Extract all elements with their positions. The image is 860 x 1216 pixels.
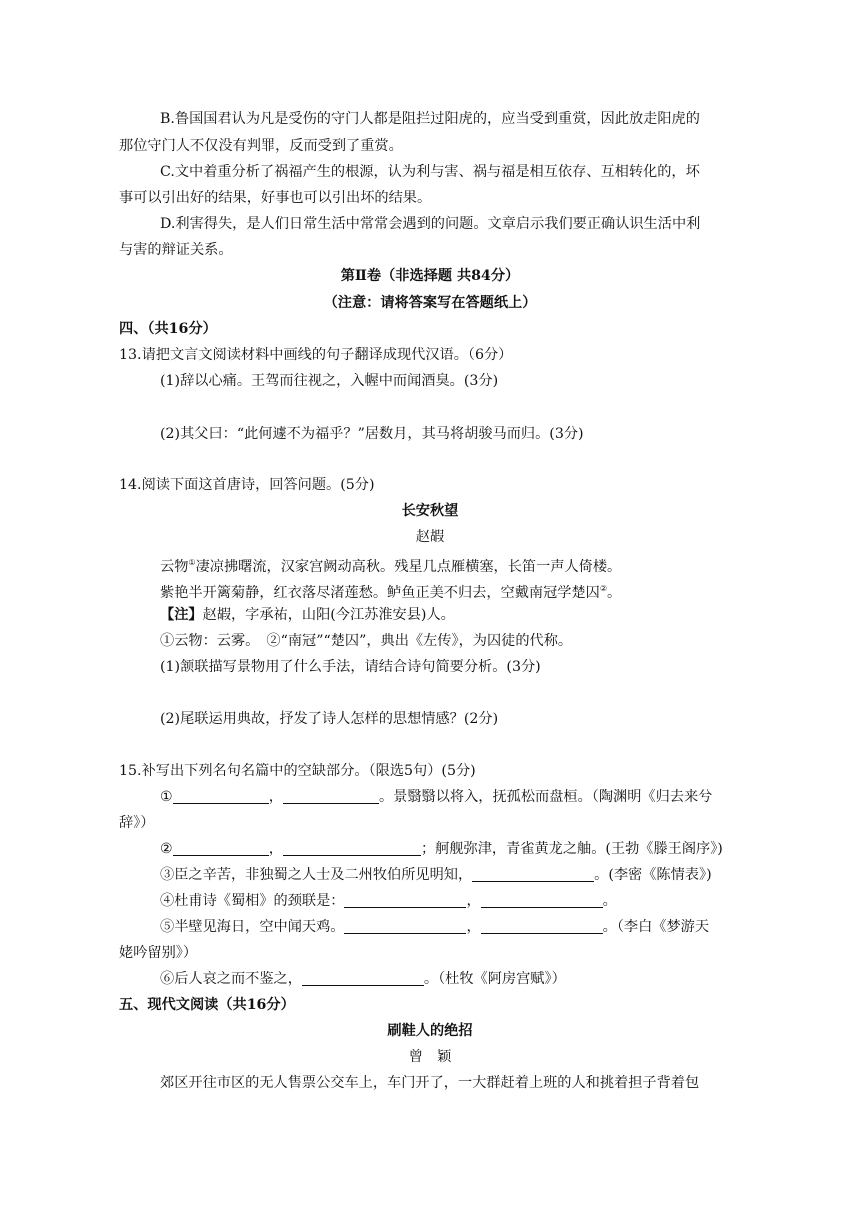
q13-stem: 13.请把文言文阅读材料中画线的句子翻译成现代汉语。（6分）: [119, 347, 513, 363]
option-b-line2: 那位守门人不仅没有判罪，反而受到了重赏。: [119, 138, 403, 154]
answer-blank[interactable]: [344, 919, 466, 934]
footnote-mark-1: ①: [188, 558, 196, 567]
answer-blank[interactable]: [283, 841, 421, 856]
article-author: 曾 颖: [408, 1049, 452, 1065]
q15-item-3: ③臣之辛苦，非独蜀之人士及二州牧伯所见明知， 。(李密《陈情表》): [160, 867, 712, 883]
q15-item-6: ⑥后人哀之而不鉴之， 。（杜牧《阿房宫赋》）: [160, 971, 566, 987]
answer-blank[interactable]: [302, 971, 424, 986]
q15-item-1-cont: 辞》）: [119, 815, 155, 831]
q15-stem: 15.补写出下列名句名篇中的空缺部分。（限选5句）(5分): [119, 763, 476, 779]
poem-note: 【注】赵嘏，字承祐，山阳(今江苏淮安县)人。: [160, 607, 455, 623]
article-title: 刷鞋人的绝招: [387, 1023, 473, 1039]
option-b-line1: B.鲁国国君认为凡是受伤的守门人都是阻拦过阳虎的，应当受到重赏，因此放走阳虎的: [160, 111, 700, 127]
poem-footnotes: ①云物：云雾。 ②“南冠”“楚囚”，典出《左传》，为囚徒的代称。: [160, 633, 573, 649]
answer-blank[interactable]: [173, 789, 269, 804]
answer-blank[interactable]: [283, 789, 379, 804]
poem-line-2: 紫艳半开篱菊静，红衣落尽渚莲愁。鲈鱼正美不归去，空戴南冠学楚囚②。: [160, 584, 622, 601]
option-c-line1: C.文中着重分析了祸福产生的根源，认为利与害、祸与福是相互依存、互相转化的，坏: [160, 164, 700, 180]
q15-item-1: ① ， 。景翳翳以将入，抚孤松而盘桓。（陶渊明《归去来兮: [160, 789, 713, 805]
q14-sub2: (2)尾联运用典故，抒发了诗人怎样的思想情感？(2分): [160, 711, 499, 727]
answer-blank[interactable]: [481, 919, 603, 934]
answer-blank[interactable]: [481, 893, 603, 908]
q15-item-5-cont: 姥吟留别》）: [119, 945, 198, 961]
q15-item-5: ⑤半壁见海日，空中闻天鸡。 ， 。（李白《梦游天: [160, 919, 710, 935]
volume-note: （注意：请将答案写在答题纸上）: [323, 295, 537, 311]
q13-sub2: (2)其父曰：“此何遽不为福乎？”居数月，其马将胡骏马而归。(3分): [160, 426, 584, 442]
section-5-heading: 五、现代文阅读（共16分）: [119, 997, 295, 1013]
answer-blank[interactable]: [173, 841, 269, 856]
answer-blank[interactable]: [344, 893, 466, 908]
volume-title: 第Ⅱ卷（非选择题 共84分）: [340, 268, 520, 284]
q14-sub1: (1)颔联描写景物用了什么手法，请结合诗句简要分析。(3分): [160, 659, 541, 675]
option-d-line2: 与害的辩证关系。: [119, 242, 233, 258]
answer-blank[interactable]: [472, 867, 594, 882]
article-first-line: 郊区开往市区的无人售票公交车上，车门开了，一大群赶着上班的人和挑着担子背着包: [160, 1075, 700, 1091]
note-label: 【注】: [160, 607, 203, 623]
option-c-line2: 事可以引出好的结果，好事也可以引出坏的结果。: [119, 190, 432, 206]
footnote-mark-2: ②: [599, 584, 607, 593]
q14-stem: 14.阅读下面这首唐诗，回答问题。(5分): [119, 477, 375, 493]
poem-line-1: 云物①凄凉拂曙流，汉家宫阙动高秋。残星几点雁横塞，长笛一声人倚楼。: [160, 558, 622, 575]
poem-author: 赵嘏: [415, 529, 445, 545]
q15-item-4: ④杜甫诗《蜀相》的颈联是： ， 。: [160, 893, 617, 909]
q13-sub1: (1)辞以心痛。王驾而往视之，入幄中而闻酒臭。(3分): [160, 373, 499, 389]
section-4-heading: 四、（共16分）: [119, 321, 217, 337]
poem-title: 长安秋望: [401, 503, 459, 519]
option-d-line1: D.利害得失，是人们日常生活中常常会遇到的问题。文章启示我们要正确认识生活中利: [160, 216, 701, 232]
q15-item-2: ② ， ；舸舰弥津，青雀黄龙之舳。(王勃《滕王阁序》): [160, 841, 723, 857]
